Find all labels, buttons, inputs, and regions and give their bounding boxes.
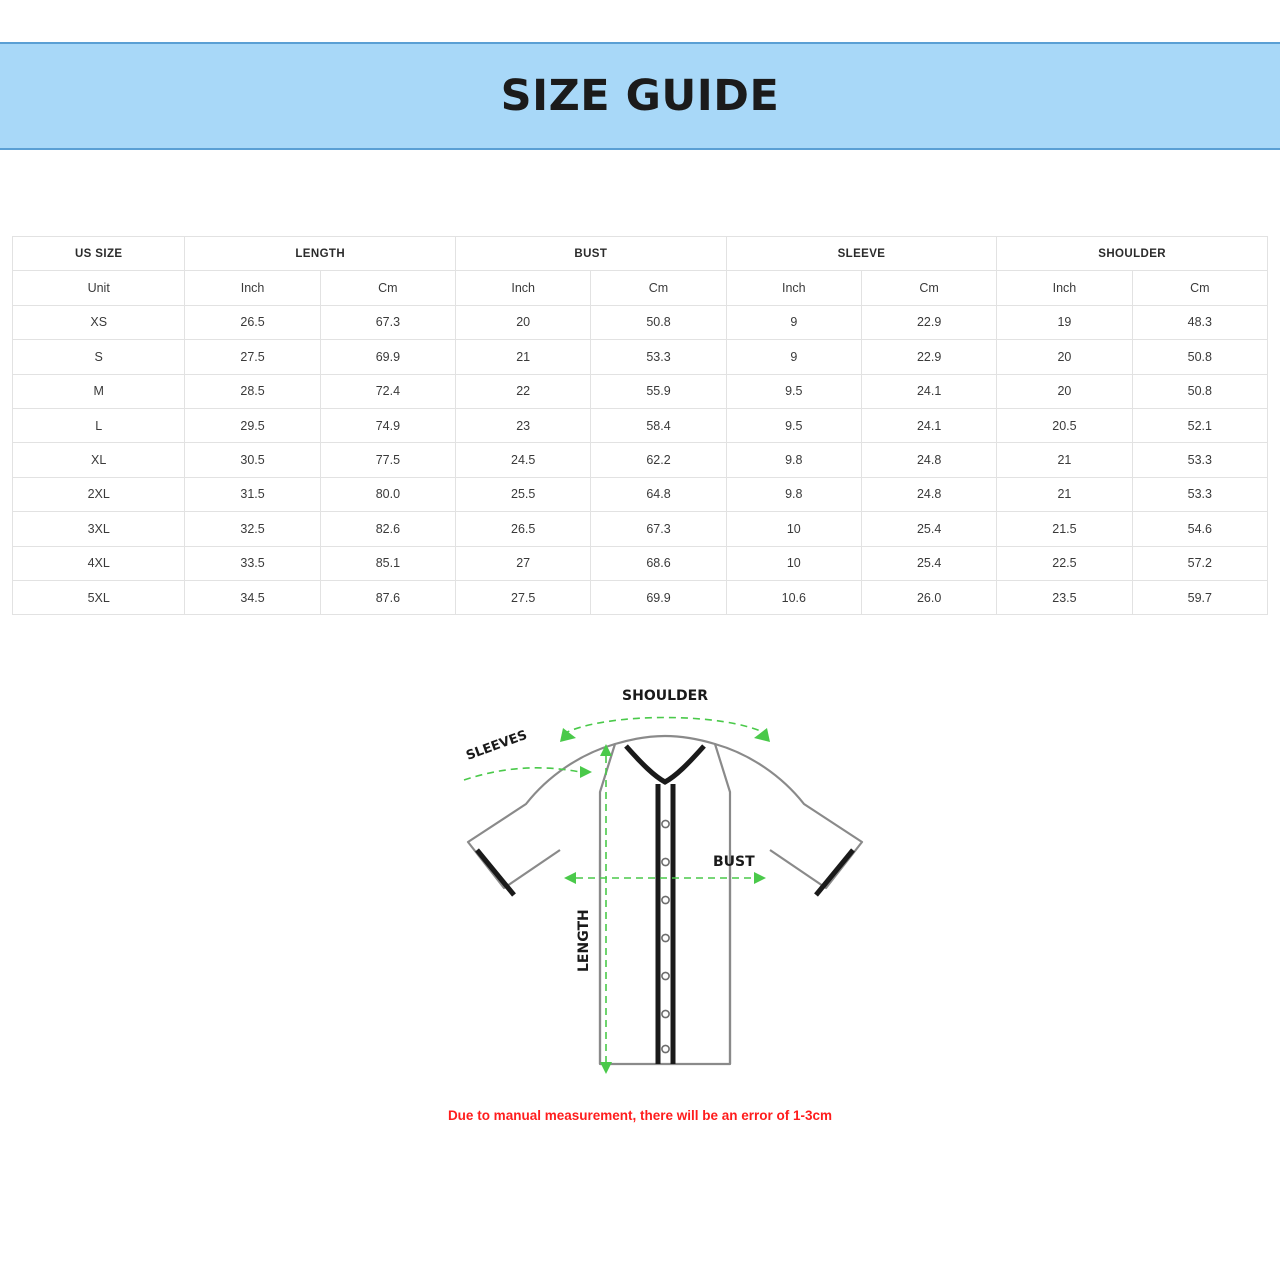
cell-bust-cm: 68.6 — [591, 546, 726, 580]
table-row — [13, 580, 1268, 614]
cell-sleeve-inch: 9.5 — [726, 408, 861, 442]
cell-bust-cm: 64.8 — [591, 477, 726, 511]
size-table-container — [12, 236, 1268, 615]
cell-sleeve-inch: 9.8 — [726, 443, 861, 477]
cell-bust-inch: 22 — [456, 374, 591, 408]
cell-bust-inch: 25.5 — [456, 477, 591, 511]
column-header-length: LENGTH — [185, 237, 456, 271]
cell-size: 4XL — [13, 546, 185, 580]
cell-sleeve-cm: 25.4 — [861, 546, 996, 580]
cell-bust-cm: 50.8 — [591, 305, 726, 339]
cell-bust-inch: 21 — [456, 340, 591, 374]
cell-bust-cm: 67.3 — [591, 512, 726, 546]
table-row — [13, 408, 1268, 442]
cell-size: XL — [13, 443, 185, 477]
cell-shoulder-inch: 19 — [997, 305, 1132, 339]
cell-shoulder-cm: 57.2 — [1132, 546, 1267, 580]
cell-sleeve-cm: 24.8 — [861, 477, 996, 511]
table-row — [13, 512, 1268, 546]
cell-length-inch: 26.5 — [185, 305, 320, 339]
cell-length-cm: 82.6 — [320, 512, 455, 546]
cell-sleeve-inch: 9 — [726, 305, 861, 339]
cell-shoulder-inch: 21 — [997, 477, 1132, 511]
cell-bust-cm: 69.9 — [591, 580, 726, 614]
table-row — [13, 305, 1268, 339]
label-shoulder: SHOULDER — [622, 688, 708, 704]
cell-bust-cm: 62.2 — [591, 443, 726, 477]
cell-shoulder-inch: 20.5 — [997, 408, 1132, 442]
cell-length-inch: 30.5 — [185, 443, 320, 477]
measurement-disclaimer: Due to manual measurement, there will be an error of 1-3cm — [447, 1108, 833, 1123]
cell-bust-inch: 23 — [456, 408, 591, 442]
cell-sleeve-cm: 24.1 — [861, 408, 996, 442]
cell-bust-inch: 26.5 — [456, 512, 591, 546]
cell-length-cm: 74.9 — [320, 408, 455, 442]
cell-bust-inch: 20 — [456, 305, 591, 339]
cell-shoulder-inch: 20 — [997, 340, 1132, 374]
cell-sleeve-cm: 22.9 — [861, 305, 996, 339]
cell-length-cm: 72.4 — [320, 374, 455, 408]
cell-length-inch: 28.5 — [185, 374, 320, 408]
cell-length-inch: 29.5 — [185, 408, 320, 442]
unit-sleeve-cm: Cm — [861, 271, 996, 305]
cell-shoulder-inch: 21.5 — [997, 512, 1132, 546]
cell-bust-cm: 58.4 — [591, 408, 726, 442]
cell-bust-cm: 53.3 — [591, 340, 726, 374]
cell-length-cm: 69.9 — [320, 340, 455, 374]
cell-shoulder-inch: 21 — [997, 443, 1132, 477]
cell-sleeve-cm: 26.0 — [861, 580, 996, 614]
cell-shoulder-cm: 52.1 — [1132, 408, 1267, 442]
cell-shoulder-cm: 53.3 — [1132, 477, 1267, 511]
cell-shoulder-inch: 23.5 — [997, 580, 1132, 614]
cell-length-inch: 32.5 — [185, 512, 320, 546]
table-row — [13, 477, 1268, 511]
cell-size: L — [13, 408, 185, 442]
cell-length-cm: 85.1 — [320, 546, 455, 580]
cell-size: 2XL — [13, 477, 185, 511]
size-guide-banner — [0, 42, 1280, 150]
cell-sleeve-inch: 9 — [726, 340, 861, 374]
cell-length-inch: 31.5 — [185, 477, 320, 511]
column-header-shoulder: SHOULDER — [997, 237, 1268, 271]
cell-size: 3XL — [13, 512, 185, 546]
unit-length-inch: Inch — [185, 271, 320, 305]
cell-shoulder-cm: 53.3 — [1132, 443, 1267, 477]
table-unit-row — [13, 271, 1268, 305]
table-row — [13, 546, 1268, 580]
cell-sleeve-inch: 10.6 — [726, 580, 861, 614]
cell-length-cm: 77.5 — [320, 443, 455, 477]
cell-shoulder-inch: 20 — [997, 374, 1132, 408]
unit-bust-inch: Inch — [456, 271, 591, 305]
cell-bust-inch: 27.5 — [456, 580, 591, 614]
table-row — [13, 374, 1268, 408]
cell-shoulder-cm: 59.7 — [1132, 580, 1267, 614]
cell-bust-inch: 27 — [456, 546, 591, 580]
label-sleeves: SLEEVES — [464, 727, 530, 764]
cell-shoulder-cm: 54.6 — [1132, 512, 1267, 546]
cell-shoulder-cm: 48.3 — [1132, 305, 1267, 339]
cell-bust-cm: 55.9 — [591, 374, 726, 408]
cell-shoulder-inch: 22.5 — [997, 546, 1132, 580]
unit-sleeve-inch: Inch — [726, 271, 861, 305]
cell-sleeve-inch: 9.8 — [726, 477, 861, 511]
cell-length-inch: 34.5 — [185, 580, 320, 614]
unit-label: Unit — [13, 271, 185, 305]
table-row — [13, 340, 1268, 374]
cell-size: XS — [13, 305, 185, 339]
cell-shoulder-cm: 50.8 — [1132, 374, 1267, 408]
cell-length-inch: 33.5 — [185, 546, 320, 580]
cell-size: S — [13, 340, 185, 374]
label-length: LENGTH — [576, 909, 592, 972]
column-header-us-size: US SIZE — [13, 237, 185, 271]
cell-length-cm: 87.6 — [320, 580, 455, 614]
cell-sleeve-cm: 24.1 — [861, 374, 996, 408]
cell-sleeve-inch: 10 — [726, 546, 861, 580]
label-bust: BUST — [713, 854, 755, 870]
cell-sleeve-inch: 9.5 — [726, 374, 861, 408]
cell-sleeve-cm: 22.9 — [861, 340, 996, 374]
cell-size: 5XL — [13, 580, 185, 614]
size-table — [12, 236, 1268, 615]
cell-bust-inch: 24.5 — [456, 443, 591, 477]
cell-length-cm: 80.0 — [320, 477, 455, 511]
cell-sleeve-cm: 25.4 — [861, 512, 996, 546]
unit-bust-cm: Cm — [591, 271, 726, 305]
column-header-sleeve: SLEEVE — [726, 237, 997, 271]
table-row — [13, 443, 1268, 477]
garment-measurement-diagram — [430, 672, 900, 1092]
cell-size: M — [13, 374, 185, 408]
cell-length-inch: 27.5 — [185, 340, 320, 374]
unit-shoulder-inch: Inch — [997, 271, 1132, 305]
jersey-outline — [468, 736, 862, 1064]
unit-length-cm: Cm — [320, 271, 455, 305]
page-title: SIZE GUIDE — [500, 71, 780, 121]
unit-shoulder-cm: Cm — [1132, 271, 1267, 305]
table-group-header-row — [13, 237, 1268, 271]
column-header-bust: BUST — [456, 237, 727, 271]
cell-sleeve-inch: 10 — [726, 512, 861, 546]
cell-sleeve-cm: 24.8 — [861, 443, 996, 477]
cell-shoulder-cm: 50.8 — [1132, 340, 1267, 374]
cell-length-cm: 67.3 — [320, 305, 455, 339]
